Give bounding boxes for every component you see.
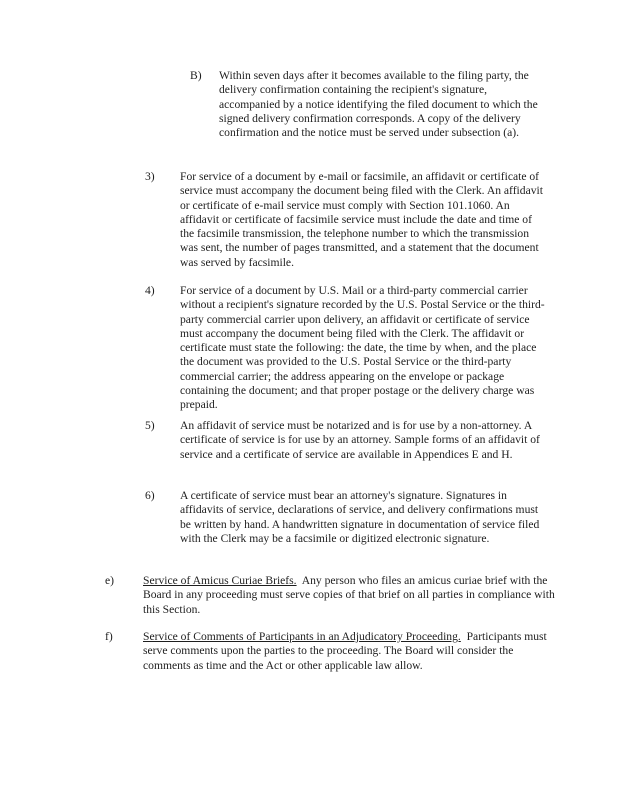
paragraph-marker: f): [105, 630, 113, 643]
paragraph-body: [143, 630, 555, 673]
paragraph-heading: Service of Comments of Participants in an Adjudicatory Proceeding.: [143, 630, 461, 643]
paragraph-text: Within seven days after it becomes available to the filing party, the delivery confirmation containing the recipient's signature, accompanied by a notice identifying the filed document to which the signed delivery confirmation corresponds. A copy of the delivery confirmation and the notice must be served under subsection (a).: [219, 69, 538, 140]
paragraph-text: Any person who files an amicus curiae brief with the Board in any proceeding must serve copies of that brief on all parties in compliance with this Section.: [143, 574, 555, 616]
paragraph-marker: e): [105, 574, 115, 587]
paragraph-marker: B): [190, 69, 202, 82]
paragraph-text: For service of a document by e-mail or facsimile, an affidavit or certificate of service must accompany the document being filed with the Clerk. An affidavit or certificate of e-mail service must comply with Section 101.1060. An affidavit or certificate of facsimile service must include the date and time of the facsimile transmission, the telephone number to which the transmission was sent, the number of pages transmitted, and a statement that the document was served by facsimile.: [180, 170, 543, 269]
paragraph-marker: 4): [145, 284, 155, 297]
paragraph-body: [143, 574, 555, 617]
paragraph-text: Participants must serve comments upon the parties to the proceeding. The Board will consider the comments as time and the Act or other applicable law allow.: [143, 630, 547, 672]
paragraph-text: A certificate of service must bear an attorney's signature. Signatures in affidavits of service, declarations of service, and delivery confirmations must be written by hand. A handwritten signature in documentation of service filed with the Clerk may be a facsimile or digitized electronic signature.: [180, 489, 540, 545]
paragraph-marker: 6): [145, 489, 155, 502]
paragraph-text: An affidavit of service must be notarized and is for use by a non-attorney. A certificate of service is for use by an attorney. Sample forms of an affidavit of service and a certificate of service are available in Appendices E and H.: [180, 419, 540, 461]
paragraph-marker: 5): [145, 419, 155, 432]
paragraph-heading: Service of Amicus Curiae Briefs.: [143, 574, 297, 587]
paragraph-marker: 3): [145, 170, 155, 183]
paragraph-text: For service of a document by U.S. Mail or a third-party commercial carrier without a recipient's signature recorded by the U.S. Postal Service or the third-party commercial carrier upon delivery, an affidavit or certificate of service must accompany the document being filed with the Clerk. The affidavit or certificate must state the following: the date, the time by when, and the place the document was provided to the U.S. Postal Service or the third-party commercial carrier; the address appearing on the envelope or package containing the document; and that proper postage or the delivery charge was prepaid.: [180, 284, 545, 412]
